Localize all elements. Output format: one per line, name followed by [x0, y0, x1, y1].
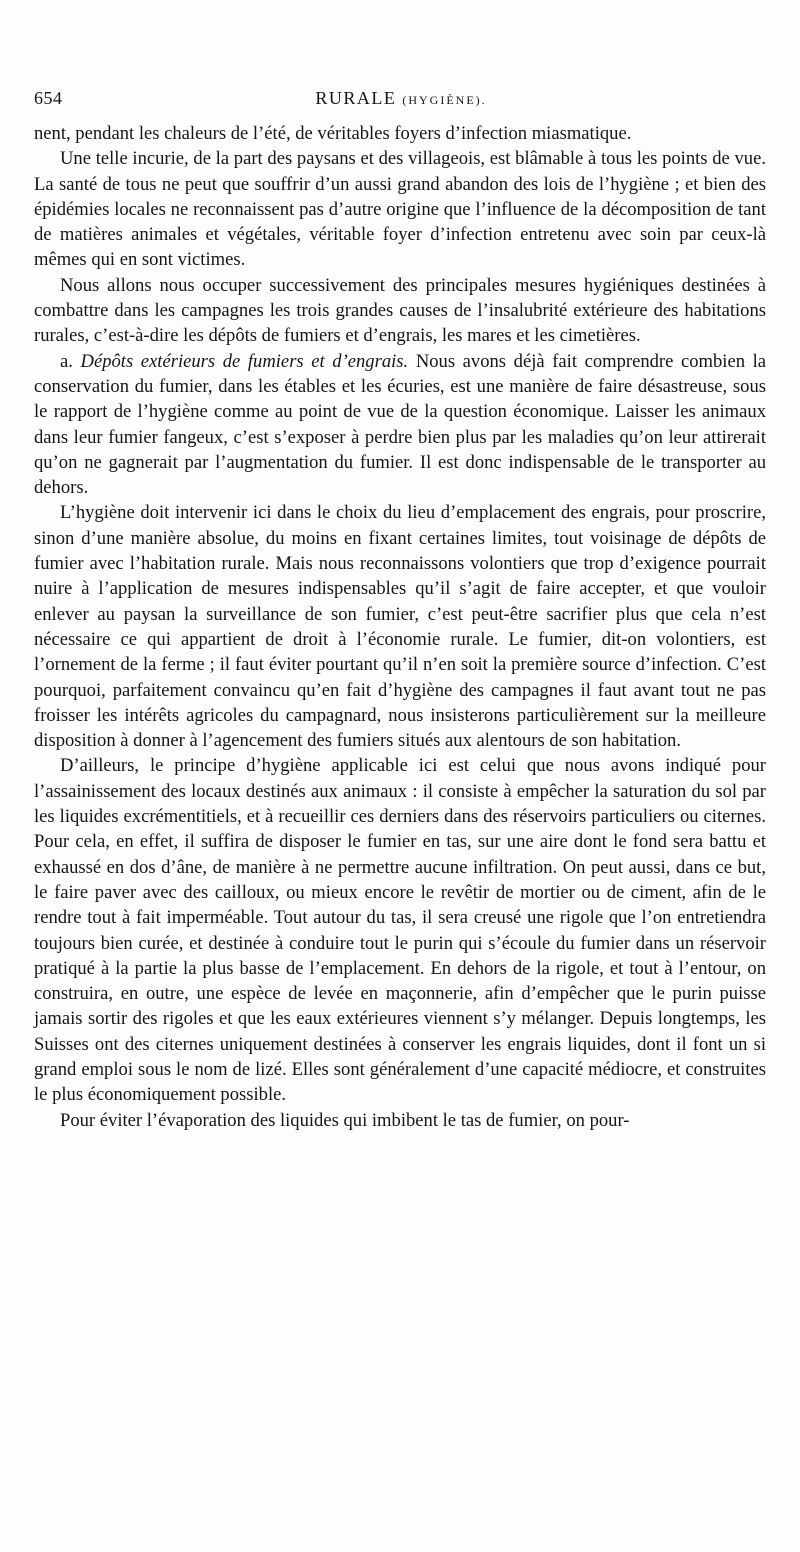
section-letter: a.: [60, 350, 73, 372]
paragraph-evaporation: Pour éviter l’évaporation des liquides qui imbibent le tas de fumier, on pour-: [60, 1109, 630, 1131]
paragraph-mesures: Nous allons nous occuper successivement des principales mesures hygiéniques destinées à combattre dans les campagnes les trois grandes causes de l’insalubrité extérieure des habitations rurales, c’est-à-dire les dépôts de fumiers et d’engrais, les mares et les cimetières.: [34, 274, 766, 347]
running-title-subtitle: (HYGIÈNE).: [402, 93, 487, 107]
running-title-main: RURALE: [315, 88, 397, 108]
paragraph-continuation: nent, pendant les chaleurs de l’été, de véritables foyers d’infection miasmatique.: [34, 123, 632, 144]
paragraph-hygiene: L’hygiène doit intervenir ici dans le choix du lieu d’emplacement des engrais, pour proscrire, sinon d’une manière absolue, du moins en fixant certaines limites, tout voisinage de dépôts de fumier avec l’habitation rurale. Mais nous reconnaissons volontiers que trop d’exigence pourrait nuire à l’application de mesures indispensables qu’il s’agit de faire accepter, et que vouloir enlever au paysan la surveillance de son fumier, c’est peut-être sacrifier plus que cela n’est nécessaire ce qui appartient de droit à l’économie rurale. Le fumier, dit-on volontiers, est l’ornement de la ferme ; il faut éviter pourtant qu’il n’en soit la première source d’infection. C’est pourquoi, parfaitement convaincu qu’en fait d’hygiène des campagnes il faut avant tout ne pas froisser les intérêts agricoles du campagnard, nous insisterons particulièrement sur la meilleure disposition à donner à l’agencement des fumiers situés aux alentours de son habitation.: [34, 502, 766, 752]
page-number: 654: [34, 88, 63, 108]
paragraph-depots: a. Dépôts extérieurs de fumiers et d’engrais. Nous avons déjà fait comprendre combien la conservation du fumier, dans les étables et les écuries, est une manière de faire désastreuse, sous le rapport de l’hygiène comme au point de vue de la question économique. Laisser les animaux dans leur fumier fangeux, c’est s’exposer à perdre bien plus par les maladies qu’on leur attirerait qu’on ne gagnerait par l’augmentation du fumier. Il est donc indispensable de le transporter au dehors.: [34, 350, 767, 499]
body-text: [34, 121, 766, 1133]
running-title: [34, 88, 768, 109]
paragraph-incurie: Une telle incurie, de la part des paysans et des villageois, est blâmable à tous les points de vue. La santé de tous ne peut que souffrir d’un aussi grand abandon des lois de l’hygiène ; et bien des épidémies locales ne reconnaissent pas d’autre origine que l’influence de la décomposition de tant de matières animales et végétales, véritable foyer d’infection entretenu avec soin par ceux-là mêmes qui en sont victimes.: [34, 148, 766, 271]
page-header: [34, 88, 768, 114]
paragraph-principe: D’ailleurs, le principe d’hygiène applicable ici est celui que nous avons indiqué pour l’assainissement des locaux destinés aux animaux : il consiste à empêcher la saturation du sol par les liquides excrémentitiels, et à recueillir ces derniers dans des réservoirs particuliers ou citernes. Pour cela, en effet, il suffira de disposer le fumier en tas, sur une aire dont le fond sera battu et exhaussé en dos d’âne, de manière à ne permettre aucune infiltration. On peut aussi, dans ce but, le faire paver avec des cailloux, ou mieux encore le revêtir de mortier ou de ciment, afin de le rendre tout à fait imperméable. Tout autour du tas, il sera creusé une rigole que l’on entretiendra toujours bien curée, et destinée à conduire tout le purin qui s’écoule du fumier dans un réservoir pratiqué à la partie la plus basse de l’emplacement. En dehors de la rigole, et tout à l’entour, on construira, en outre, une espèce de levée en maçonnerie, afin d’empêcher que le purin puisse jamais sortir des rigoles et que les eaux extérieures viennent s’y mélanger. Depuis longtemps, les Suisses ont des citernes uniquement destinées à conserver les engrais liquides, dont il font un si grand emploi sous le nom de lizé. Elles sont généralement d’une capacité médiocre, et construites le plus économiquement possible.: [34, 755, 766, 1106]
section-heading: Dépôts extérieurs de fumiers et d’engrais.: [80, 350, 409, 372]
